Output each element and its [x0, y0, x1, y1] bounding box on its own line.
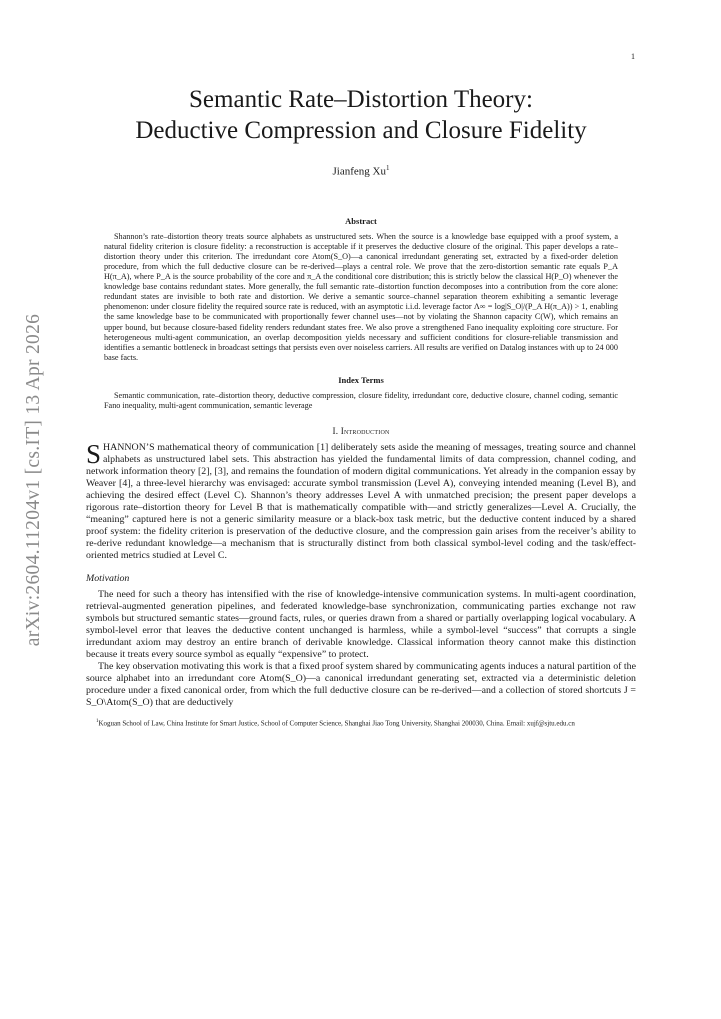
- author: [86, 164, 636, 178]
- introduction-text: HANNON’S mathematical theory of communication [1] deliberately sets aside the meaning of messages, treating source and channel alphabets as unstructured label sets. This abstraction has yielded the fundamental limits of data compression, channel coding, and network information theory [2], [3], and remains the foundation of modern digital communications. Yet already in the companion essay by Weaver [4], a three-level hierarchy was envisaged: accurate symbol transmission (Level A), conveying intended meaning (Level B), and achieving the desired effect (Level C). Shannon’s theory addresses Level A with unmatched precision; the present paper develops a rigorous rate–distortion theory for Level B that is mathematically compatible with—and strictly generalizes—Level A. Crucially, the “meaning” captured here is not a generic similarity measure or a black-box task metric, but the deductive content induced by a shared proof system: the fidelity criterion is preservation of the deductive closure, and the compression gain arises from the receiver’s ability to re-derive redundant knowledge—a mechanism that is structurally distinct from both classical symbol-level coding and the task/effect-oriented metrics studied at Level C.: [86, 442, 636, 562]
- abstract-text: Shannon’s rate–distortion theory treats source alphabets as unstructured sets. When the source is a knowledge base equipped with a proof system, a natural fidelity criterion is closure fidelity: a reconstruction is acceptable if it preserves the deductive closure of the original. This paper develops a rate–distortion theory under this criterion. The irredundant core Atom(S_O)—a canonical irredundant generating set, extracted by a fixed-order deletion procedure, from which the full deductive closure can be re-derived—plays a central role. We prove that the zero-distortion semantic rate equals P_A H(π_A), where P_A is the source probability of the core and π_A the conditional core distribution; this is strictly below the classical H(P_O) whenever the knowledge base contains redundant states. More generally, the full semantic rate–distortion function decomposes into a contribution from the core alone: redundant states are invisible to both rate and distortion. We derive a semantic source–channel separation theorem exhibiting a semantic leverage phenomenon: under closure fidelity the required source rate is reduced, with an asymptotic i.i.d. leverage factor Λ∞ = log|S_O|/(P_A H(π_A)) > 1, enabling the same knowledge base to be communicated with proportionally fewer channel uses—not by violating the Shannon capacity C(W), which remains an upper bound, but because closure-based fidelity renders redundant states free. We also prove a strengthened Fano inequality exploiting core structure. For heterogeneous multi-agent communication, an overlap decomposition yields necessary and sufficient conditions for closure-reliable transmission and identifies a semantic bottleneck in broadcast settings that persists even over noiseless carriers. All results are verified on Datalog instances with up to 24 000 base facts.: [104, 231, 618, 362]
- section-heading-introduction: I. Introduction: [332, 426, 390, 437]
- introduction-paragraph: [86, 439, 636, 562]
- title-line-1: Semantic Rate–Distortion Theory:: [189, 86, 533, 113]
- footnote-mark: 1: [96, 719, 99, 724]
- footnote-text: Koguan School of Law, China Institute for Smart Justice, School of Computer Science, Shanghai Jiao Tong University, Shanghai 200030, China. Email: xujf@sjtu.edu.cn: [98, 719, 575, 728]
- footnote: [86, 717, 636, 728]
- drop-cap: S: [86, 439, 102, 470]
- author-name: Jianfeng Xu: [332, 165, 386, 178]
- title-line-2: Deductive Compression and Closure Fidelity: [135, 117, 587, 144]
- arxiv-stamp: arXiv:2604.11204v1 [cs.IT] 13 Apr 2026: [23, 313, 44, 647]
- abstract-heading: Abstract: [345, 215, 377, 226]
- index-terms-text: Semantic communication, rate–distortion theory, deductive compression, closure fidelity, irredundant core, deductive closure, channel coding, semantic Fano inequality, multi-agent communication, semantic leverage: [104, 390, 618, 410]
- author-affiliation-mark: 1: [385, 164, 390, 172]
- paper-body: [86, 84, 636, 728]
- motivation-paragraph-2: The key observation motivating this work is that a fixed proof system shared by communicating agents induces a natural partition of the source alphabet into an irredundant core Atom(S_O)—a canonical irredundant generating set, extracted via a deterministic deletion procedure under a fixed canonical order, from which the full deductive closure can be re-derived—and a collection of stored shortcuts J = S_O\Atom(S_O) that are deductively: [86, 660, 636, 708]
- page-number: 1: [631, 52, 635, 61]
- paper-title: [86, 84, 636, 146]
- index-terms-heading: Index Terms: [338, 374, 384, 385]
- motivation-paragraph-1: The need for such a theory has intensified with the rise of knowledge-intensive communication systems. In multi-agent coordination, retrieval-augmented generation pipelines, and federated knowledge-base synchronization, communicating parties exchange not raw symbols but structured semantic states—ground facts, rules, or queries drawn from a shared or partially overlapping logical vocabulary. A symbol-level error that leaves the deductive content unchanged is harmless, while a symbol-level “success” that corrupts a single irredundant axiom may destroy an entire branch of derivable knowledge. Classical information theory cannot make this distinction because it treats every source symbol as equally “expensive” to protect.: [86, 588, 636, 660]
- subsection-heading-motivation: Motivation: [86, 572, 130, 584]
